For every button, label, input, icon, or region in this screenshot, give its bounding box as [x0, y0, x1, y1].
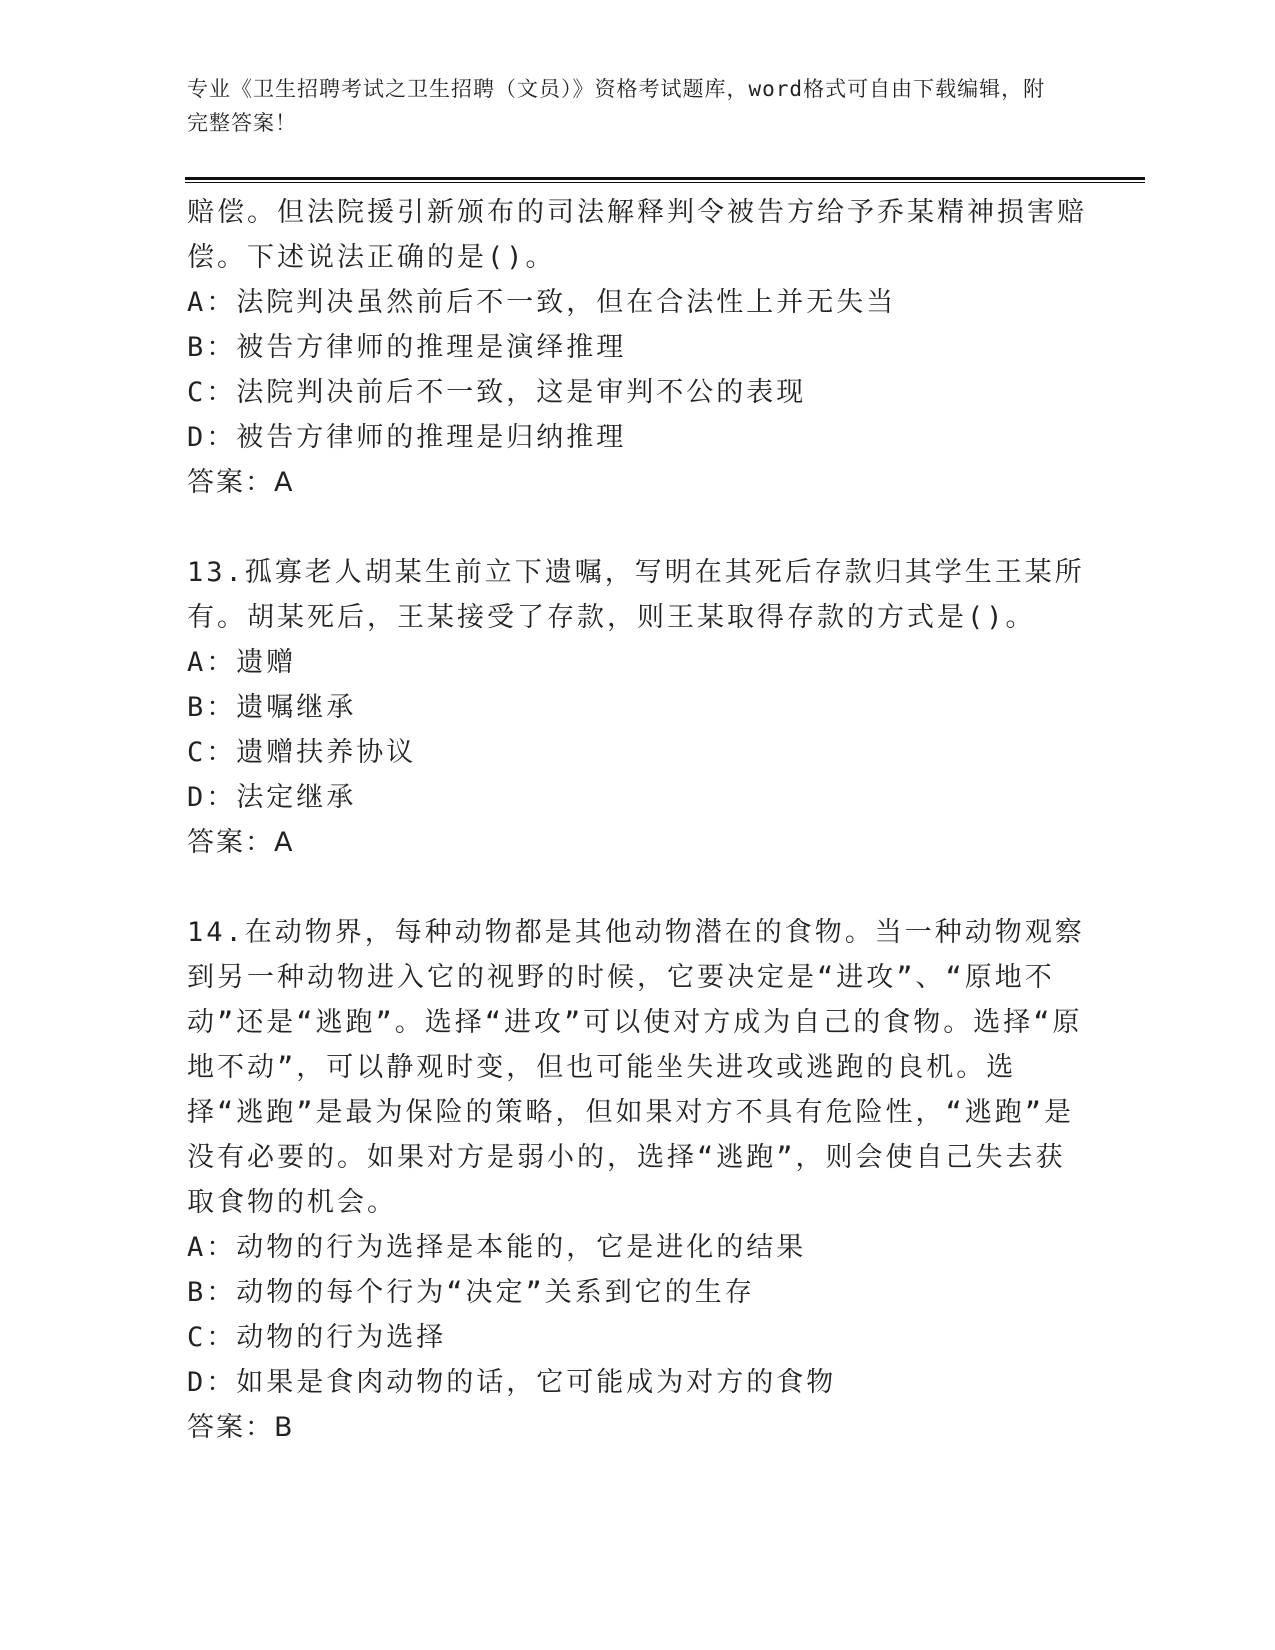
option-a: A：遗赠: [187, 647, 297, 678]
question-14: [187, 910, 1087, 1450]
document-body: [187, 190, 1087, 1495]
answer-line: 答案：A: [187, 827, 295, 858]
header-divider-thick: [185, 177, 1145, 180]
option-d: D：被告方律师的推理是归纳推理: [187, 422, 627, 453]
option-b: B：动物的每个行为“决定”关系到它的生存: [187, 1277, 755, 1308]
option-c: C：遗赠扶养协议: [187, 737, 417, 768]
document-header: [187, 72, 1067, 140]
header-divider-thin: [185, 182, 1145, 183]
answer-line: 答案：B: [187, 1412, 295, 1443]
header-title: 专业《卫生招聘考试之卫生招聘（文员）》资格考试题库，word格式可自由下载编辑，附完整答案！: [187, 77, 1046, 135]
answer-line: 答案：A: [187, 467, 295, 498]
question-stem: 赔偿。但法院援引新颁布的司法解释判令被告方给予乔某精神损害赔偿。下述说法正确的是()。: [187, 197, 1087, 273]
option-d: D：法定继承: [187, 782, 357, 813]
question-stem: 13.孤寡老人胡某生前立下遗嘱，写明在其死后存款归其学生王某所有。胡某死后，王某接受了存款，则王某取得存款的方式是()。: [187, 557, 1085, 633]
option-c: C：动物的行为选择: [187, 1322, 447, 1353]
option-d: D：如果是食肉动物的话，它可能成为对方的食物: [187, 1367, 837, 1398]
option-c: C：法院判决前后不一致，这是审判不公的表现: [187, 377, 807, 408]
option-a: A：法院判决虽然前后不一致，但在合法性上并无失当: [187, 287, 897, 318]
question-stem: 14.在动物界，每种动物都是其他动物潜在的食物。当一种动物观察到另一种动物进入它的视野的时候，它要决定是“进攻”、“原地不动”还是“逃跑”。选择“进攻”可以使对方成为自己的食物。选择“原地不动”，可以静观时变，但也可能坐失进攻或逃跑的良机。选择“逃跑”是最为保险的策略，但如果对方不具有危险性，“逃跑”是没有必要的。如果对方是弱小的，选择“逃跑”，则会使自己失去获取食物的机会。: [187, 917, 1085, 1218]
option-b: B：被告方律师的推理是演绎推理: [187, 332, 627, 363]
question-12: [187, 190, 1087, 505]
question-13: [187, 550, 1087, 865]
option-a: A：动物的行为选择是本能的，它是进化的结果: [187, 1232, 807, 1263]
option-b: B：遗嘱继承: [187, 692, 357, 723]
